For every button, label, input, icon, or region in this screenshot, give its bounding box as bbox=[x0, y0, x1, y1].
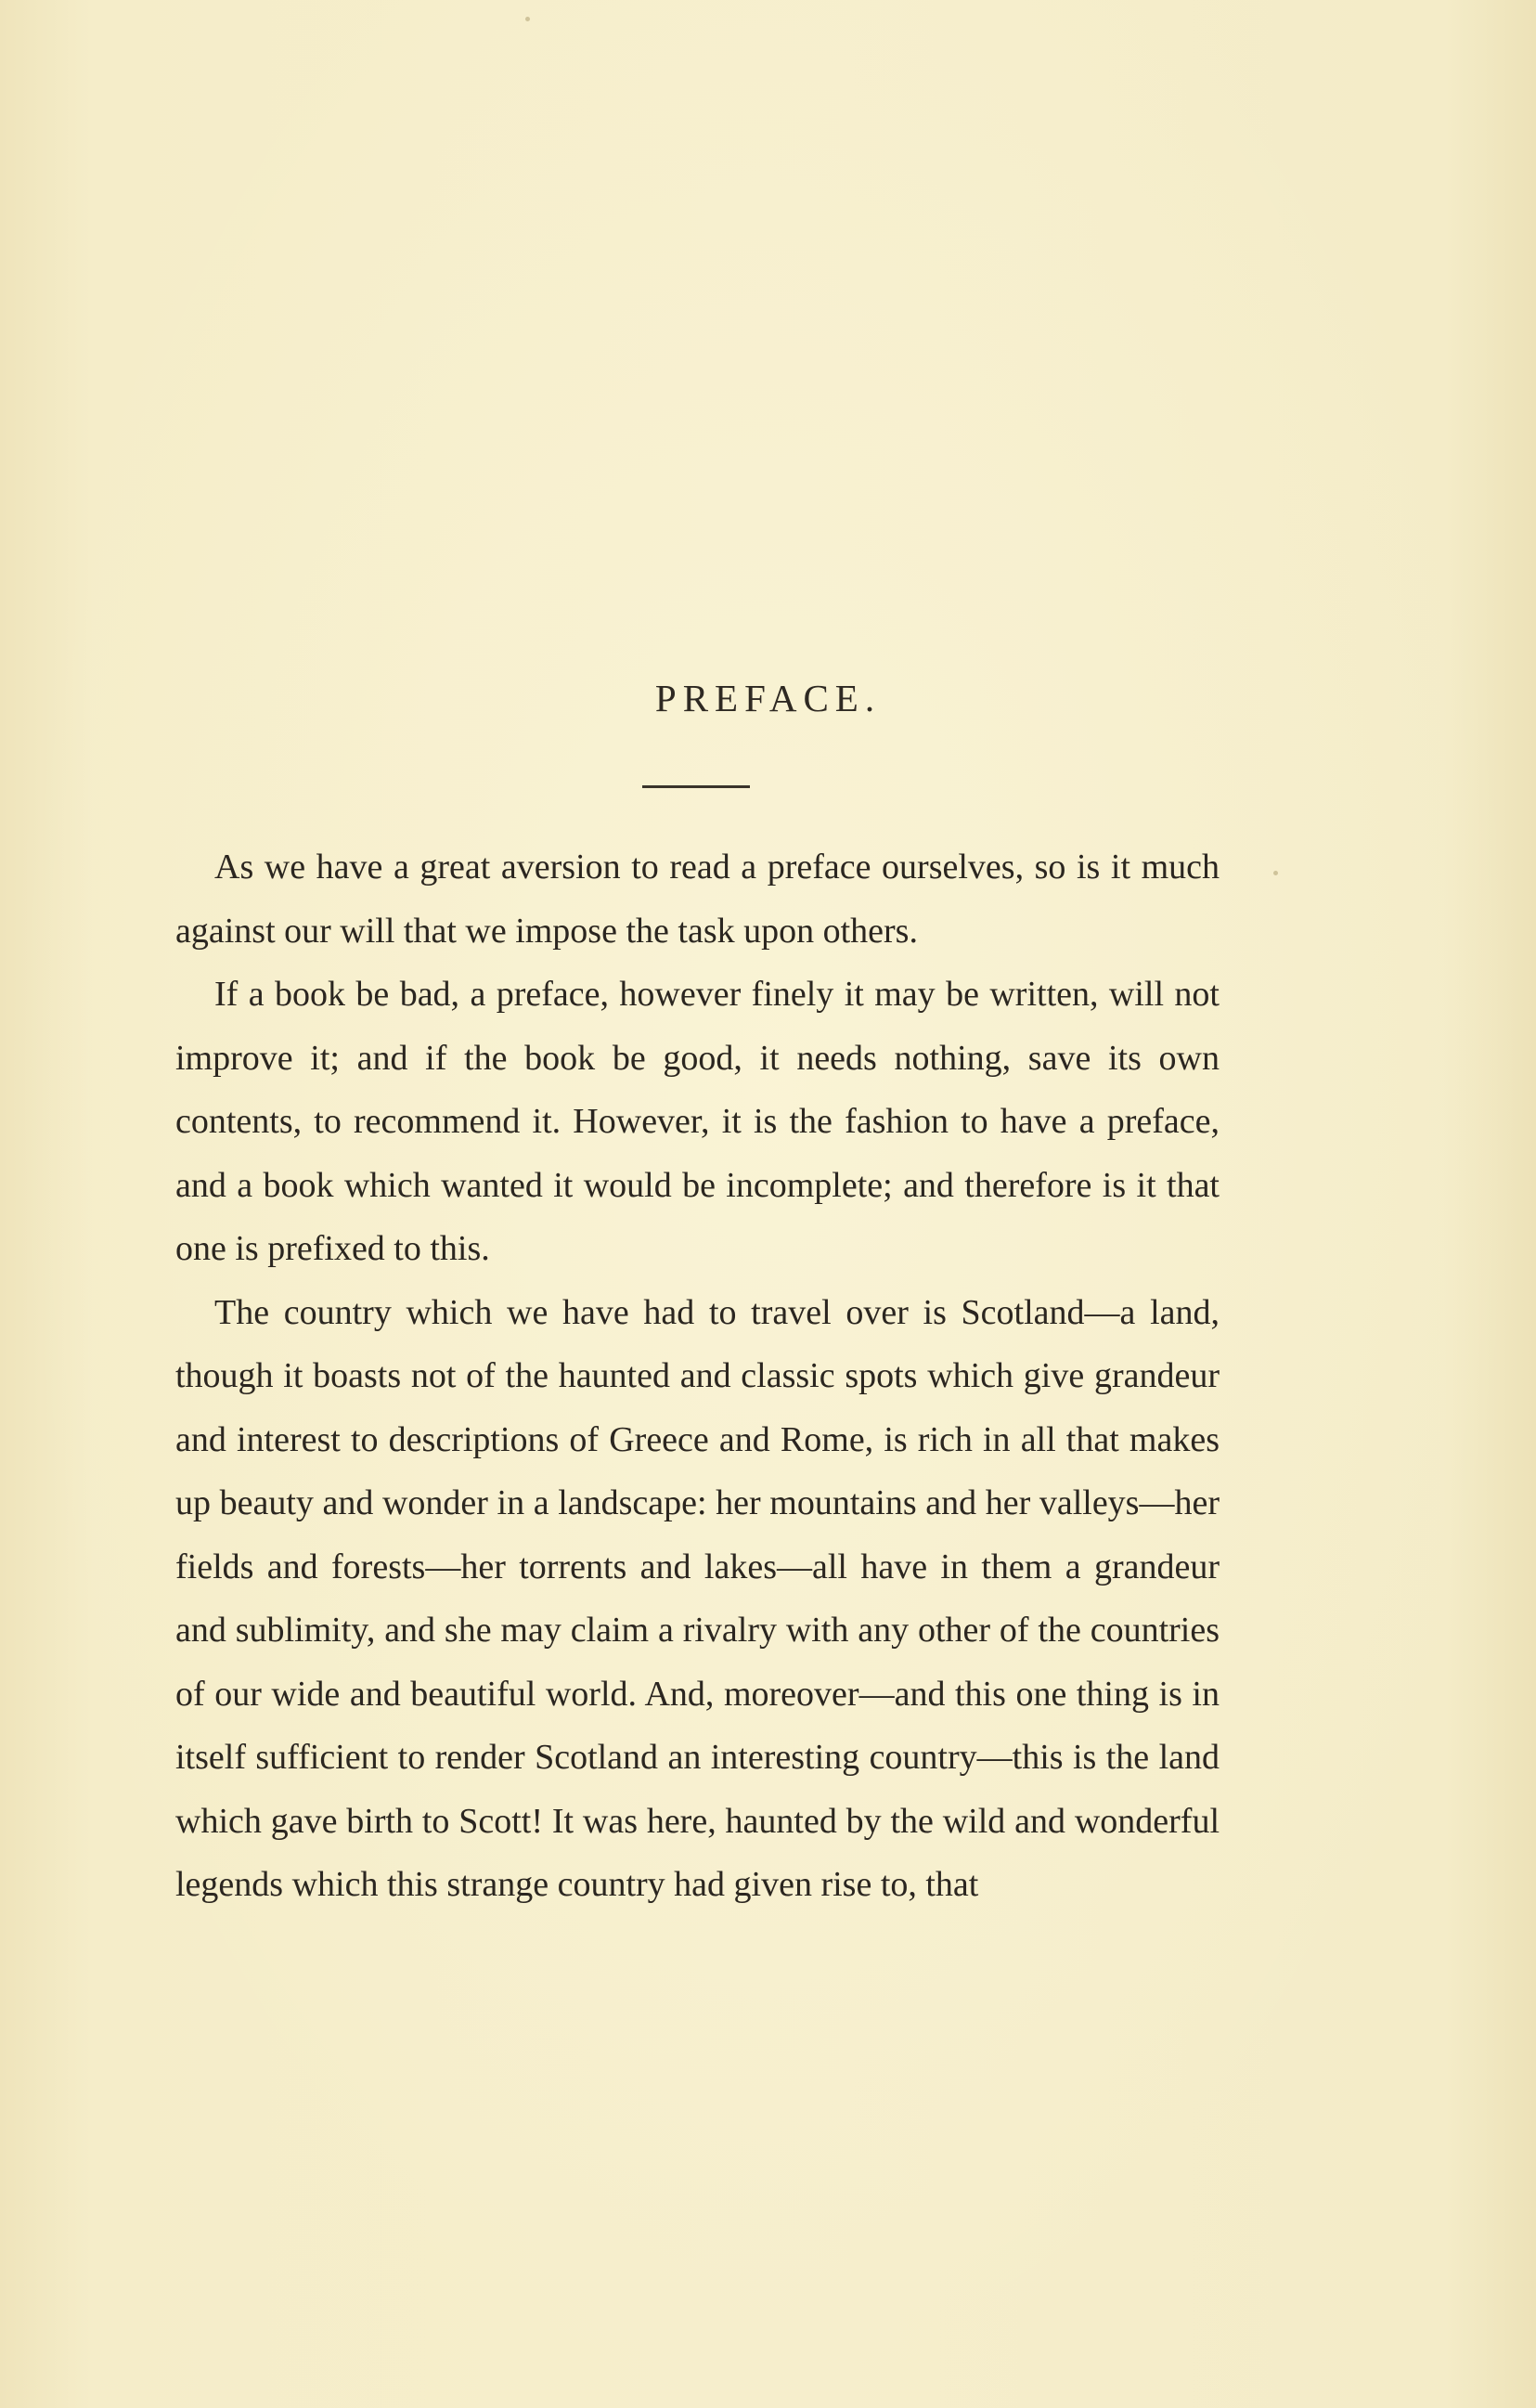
paragraph-2: If a book be bad, a preface, however finely it may be written, will not improve it; and if the book be good, it needs nothing, save its own contents, to recommend it. However, it is the fashion to have a preface, and a book which wanted it would be incomplete; and therefore is it that one is prefixed to this. bbox=[175, 975, 1220, 1268]
page-heading: PREFACE. bbox=[654, 677, 882, 719]
preface-body bbox=[175, 835, 1220, 1917]
heading-rule bbox=[642, 785, 750, 788]
paragraph-1: As we have a great aversion to read a preface ourselves, so is it much against our will that we impose the task upon others. bbox=[175, 848, 1220, 951]
paper-speck bbox=[1273, 871, 1278, 875]
paper-speck bbox=[525, 17, 530, 21]
paragraph-3: The country which we have had to travel over is Scotland—a land, though it boasts not of the haunted and classic spots which give grandeur and interest to descriptions of Greece and Rome, is rich in all that makes up beauty and wonder in a landscape: her mountains and her valleys—her fields and forests—her torrents and lakes—all have in them a grandeur and sublimity, and she may claim a rivalry with any other of the countries of our wide and beautiful world. And, moreover—and this one thing is in itself sufficient to render Scotland an interesting country—this is the land which gave birth to Scott! It was here, haunted by the wild and wonderful legends which this strange country had given rise to, that bbox=[175, 1292, 1220, 1904]
